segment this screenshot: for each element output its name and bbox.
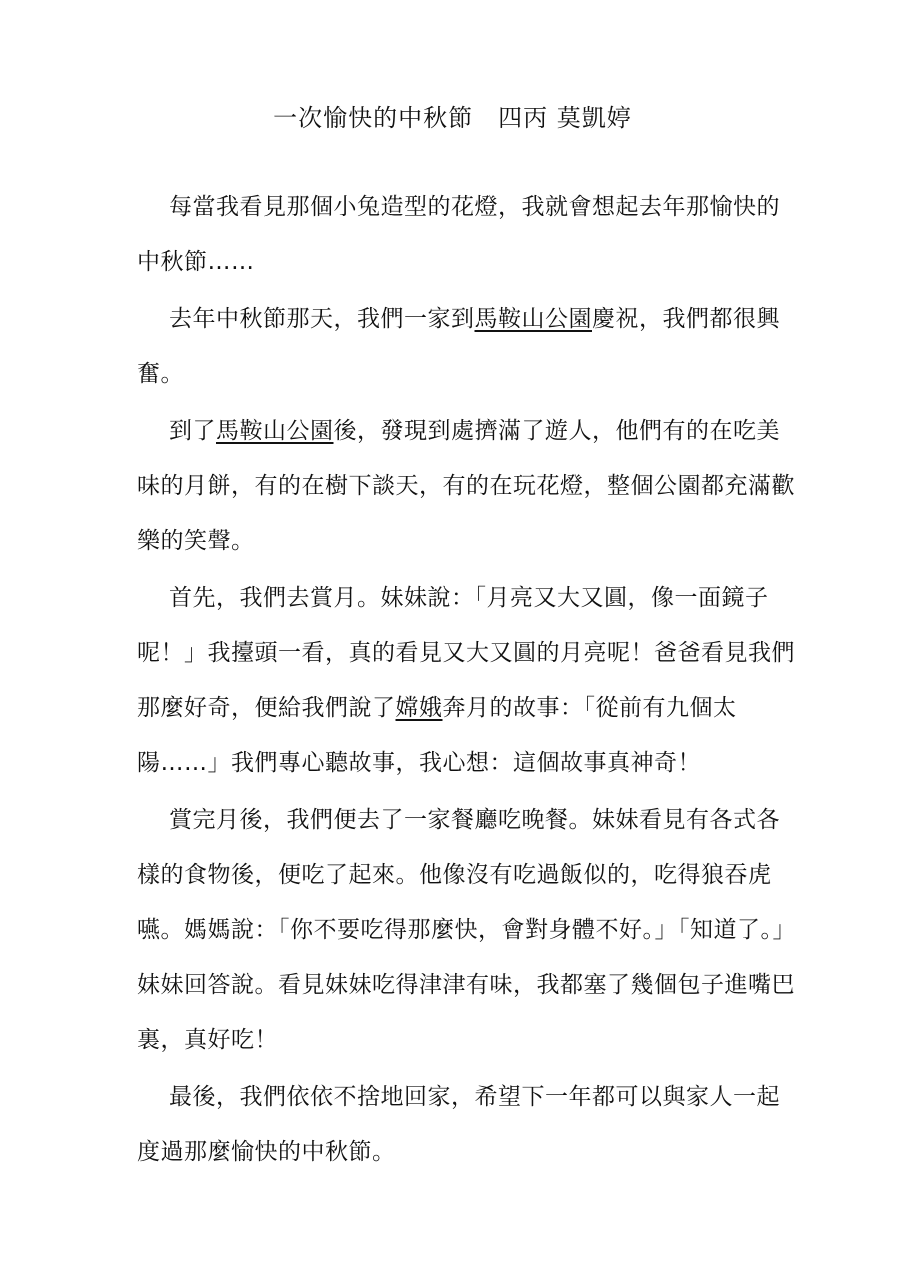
paragraph-text: 去年中秋節那天，我們一家到 bbox=[169, 306, 475, 332]
paragraph bbox=[137, 793, 797, 1068]
proper-noun-underlined: 馬鞍山公園 bbox=[216, 418, 334, 444]
paragraph-text: 後，發現到處擠滿了遊人，他們有的在吃美味的月餅，有的在樹下談天，有的在玩花燈，整個公園都充滿歡樂的笑聲。 bbox=[137, 418, 795, 554]
proper-noun-underlined: 馬鞍山公園 bbox=[474, 306, 592, 332]
essay-title: 一次愉快的中秋節 四丙 莫凱婷 bbox=[273, 104, 632, 132]
paragraph bbox=[137, 571, 797, 791]
paragraph-text: 每當我看見那個小兔造型的花燈，我就會想起去年那愉快的中秋節…… bbox=[137, 194, 780, 275]
paragraph-text: 奔月的故事：「從前有九個太陽……」我們專心聽故事，我心想：這個故事真神奇！ bbox=[137, 695, 737, 776]
paragraph bbox=[137, 404, 797, 569]
paragraph-text: 首先，我們去賞月。妹妹說：「月亮又大又圓，像一面鏡子呢！」我擡頭一看，真的看見又大又圓的月亮呢！爸爸看見我們那麼好奇，便給我們說了 bbox=[137, 585, 795, 721]
paragraph-text: 賞完月後，我們便去了一家餐廳吃晚餐。妹妹看見有各式各樣的食物後，便吃了起來。他像沒有吃過飯似的，吃得狼吞虎嚥。媽媽說：「你不要吃得那麼快，會對身體不好。」「知道了。」妹妹回答說。看見妹妹吃得津津有味，我都塞了幾個包子進嘴巴裏，真好吃！ bbox=[137, 807, 796, 1053]
paragraph bbox=[137, 180, 797, 290]
paragraph bbox=[137, 1070, 797, 1180]
paragraph-text: 最後，我們依依不捨地回家，希望下一年都可以與家人一起度過那麼愉快的中秋節。 bbox=[137, 1084, 780, 1165]
essay-body bbox=[137, 180, 797, 1180]
paragraph-text: 慶祝，我們都很興奮。 bbox=[137, 306, 780, 387]
paragraph bbox=[137, 292, 797, 402]
proper-noun-underlined: 嫦娥 bbox=[395, 695, 443, 721]
paragraph-text: 到了 bbox=[169, 418, 216, 444]
